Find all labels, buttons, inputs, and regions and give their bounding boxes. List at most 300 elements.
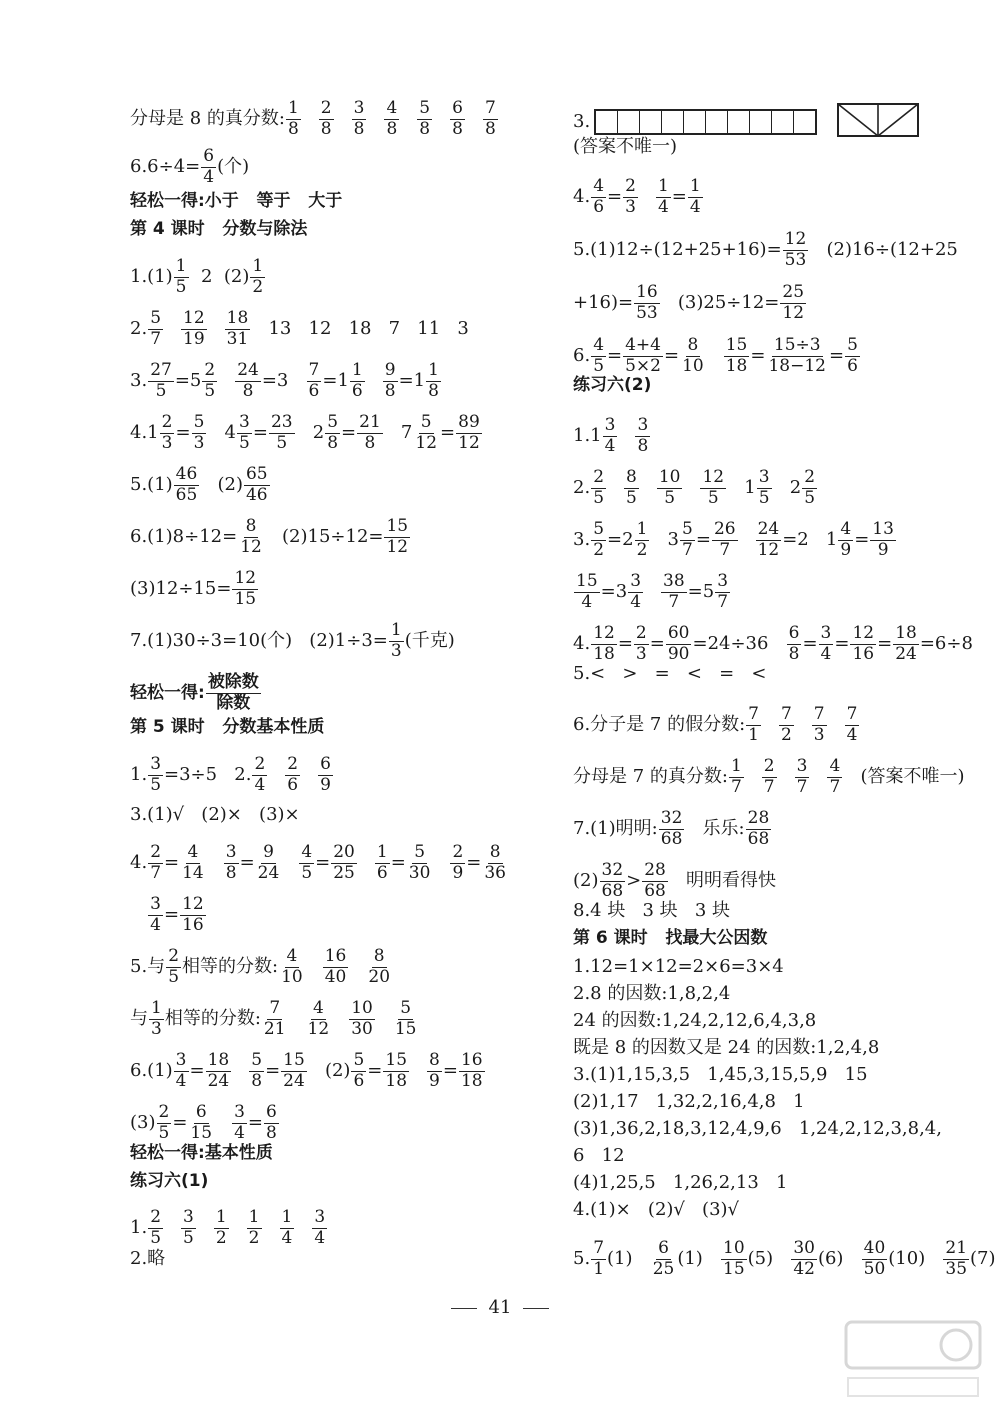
fraction-denominator: 8 bbox=[327, 432, 339, 453]
fraction bbox=[943, 1240, 969, 1279]
fraction bbox=[623, 337, 663, 376]
answer-line bbox=[130, 570, 259, 609]
fraction-numerator: 3 bbox=[637, 415, 649, 435]
answer-line bbox=[130, 756, 334, 795]
fraction-numerator: 18 bbox=[895, 623, 917, 643]
fraction-denominator: 25 bbox=[652, 1258, 675, 1279]
answer-text: 1. bbox=[130, 764, 148, 786]
fraction-numerator: 4 bbox=[829, 756, 841, 776]
fraction-denominator: 9 bbox=[840, 539, 852, 560]
fraction bbox=[721, 1240, 747, 1279]
fraction-numerator: 21 bbox=[359, 412, 381, 432]
answer-text: 1. bbox=[130, 1217, 148, 1239]
fraction-denominator: 5 bbox=[276, 432, 288, 453]
fraction-denominator: 5×2 bbox=[625, 355, 661, 376]
fraction bbox=[783, 231, 809, 270]
fraction-numerator: 25 bbox=[782, 282, 805, 302]
fraction-denominator: 18 bbox=[725, 355, 748, 376]
answer-text: = bbox=[828, 345, 845, 367]
fraction-denominator: 3 bbox=[813, 724, 825, 745]
fraction-numerator: 18 bbox=[207, 1050, 230, 1070]
answer-text: (千克) bbox=[404, 630, 455, 652]
fraction-numerator: 60 bbox=[667, 623, 690, 643]
answer-text: =6÷8 bbox=[919, 633, 973, 655]
fraction-denominator: 9 bbox=[320, 774, 331, 795]
fraction bbox=[383, 1052, 409, 1091]
answer-text: 练习六(1) bbox=[130, 1171, 209, 1191]
answer-text: (2) bbox=[200, 474, 243, 496]
fraction-denominator: 5 bbox=[758, 487, 770, 508]
fraction-denominator: 7 bbox=[763, 776, 775, 797]
fraction-numerator: 7 bbox=[269, 998, 281, 1018]
answer-line bbox=[130, 1250, 165, 1268]
fraction-numerator: 5 bbox=[150, 308, 162, 328]
fraction-numerator: 5 bbox=[419, 98, 431, 118]
fraction-denominator: 8 bbox=[452, 118, 463, 139]
fraction-denominator: 1 bbox=[593, 1258, 605, 1279]
fraction-numerator: 1 bbox=[351, 360, 363, 380]
answer-text: 1.(1) bbox=[130, 266, 173, 288]
answer-text: =2 bbox=[607, 529, 634, 551]
fraction-denominator: 4 bbox=[657, 196, 669, 217]
fraction-denominator: 5 bbox=[150, 774, 162, 795]
fraction bbox=[791, 1240, 817, 1279]
fraction bbox=[456, 414, 482, 453]
fraction bbox=[214, 1209, 229, 1248]
fraction-denominator: 3 bbox=[193, 432, 205, 453]
fraction-denominator: 12 bbox=[458, 432, 480, 453]
fraction-numerator: 2 bbox=[150, 842, 162, 862]
fraction-numerator: 12 bbox=[183, 308, 205, 328]
fraction-numerator: 3 bbox=[353, 98, 365, 118]
answer-text: (2) bbox=[307, 1060, 351, 1082]
fraction bbox=[600, 862, 626, 901]
fraction bbox=[659, 810, 685, 849]
fraction bbox=[746, 810, 772, 849]
fraction-numerator: 6 bbox=[452, 98, 463, 118]
answer-text: = bbox=[189, 1060, 205, 1082]
fraction bbox=[729, 758, 744, 797]
fraction bbox=[389, 622, 404, 661]
fraction bbox=[157, 1104, 172, 1143]
fraction-denominator: 8 bbox=[364, 432, 376, 453]
fraction bbox=[651, 1240, 677, 1279]
answer-text: 第 4 课时 分数与除法 bbox=[130, 219, 308, 239]
answer-text: 乐乐: bbox=[685, 818, 745, 840]
fraction bbox=[160, 414, 175, 453]
fraction-numerator: 2 bbox=[763, 756, 775, 776]
fraction bbox=[757, 469, 772, 508]
fraction-denominator: 46 bbox=[245, 484, 268, 505]
answer-text: = bbox=[854, 529, 870, 551]
fraction-denominator: 1 bbox=[748, 724, 759, 745]
fraction bbox=[262, 1000, 288, 1039]
answer-line bbox=[573, 1066, 868, 1084]
answer-text: =1 bbox=[398, 370, 426, 392]
answer-text: 第 5 课时 分数基本性质 bbox=[130, 717, 325, 737]
fraction-numerator: 2 bbox=[168, 946, 180, 966]
answer-line bbox=[130, 622, 455, 661]
fraction-denominator: 7 bbox=[150, 862, 162, 883]
fraction bbox=[628, 573, 643, 612]
fraction-denominator: 35 bbox=[945, 1258, 968, 1279]
answer-text: = bbox=[247, 1112, 263, 1134]
fraction bbox=[427, 1052, 442, 1091]
fraction-numerator: 24 bbox=[237, 360, 259, 380]
answer-line bbox=[130, 896, 207, 935]
answer-line bbox=[130, 1000, 419, 1039]
fraction bbox=[375, 844, 390, 883]
fraction-numerator: 6 bbox=[788, 623, 800, 643]
fraction-denominator: 8 bbox=[265, 1122, 277, 1143]
fraction bbox=[724, 337, 750, 376]
fraction-numerator: 8 bbox=[429, 1050, 440, 1070]
fraction-numerator: 1 bbox=[175, 256, 187, 276]
answer-line bbox=[130, 466, 271, 505]
fraction bbox=[634, 625, 649, 664]
fraction bbox=[180, 896, 206, 935]
fraction-denominator: 12 bbox=[415, 432, 438, 453]
fraction-numerator: 1 bbox=[689, 176, 701, 196]
page-number-text: 41 bbox=[488, 1297, 512, 1318]
fraction bbox=[591, 469, 606, 508]
fraction-denominator: 68 bbox=[747, 828, 770, 849]
fraction bbox=[845, 706, 860, 745]
fraction bbox=[635, 521, 650, 560]
answer-text: (1) bbox=[607, 1248, 650, 1270]
answer-text: 2 bbox=[295, 422, 325, 444]
answer-line bbox=[130, 948, 393, 987]
answer-text: = bbox=[175, 422, 191, 444]
answer-text: = bbox=[802, 633, 818, 655]
answer-text: = bbox=[834, 633, 850, 655]
fraction bbox=[623, 178, 638, 217]
fraction-numerator: 6 bbox=[658, 1238, 669, 1258]
answer-text: 轻松一得: bbox=[130, 682, 205, 703]
fraction-denominator: 4 bbox=[175, 1070, 187, 1091]
strip-segment bbox=[640, 111, 662, 133]
fraction bbox=[181, 310, 207, 349]
fraction-numerator: 4 bbox=[593, 176, 605, 196]
fraction bbox=[357, 414, 383, 453]
fraction bbox=[635, 417, 650, 456]
fraction-numerator: 12 bbox=[182, 894, 204, 914]
answer-text: = bbox=[466, 852, 482, 874]
fraction bbox=[264, 1104, 279, 1143]
fraction-numerator: 28 bbox=[747, 808, 770, 828]
answer-text: (2)15÷12= bbox=[264, 526, 384, 548]
fraction-numerator: 4 bbox=[593, 335, 605, 355]
answer-line bbox=[573, 231, 958, 270]
fraction-numerator: 2 bbox=[593, 467, 605, 487]
fraction-numerator: 1 bbox=[248, 1207, 260, 1227]
fraction-numerator: 12 bbox=[852, 623, 875, 643]
fraction bbox=[149, 1000, 164, 1039]
fraction bbox=[224, 844, 239, 883]
fraction bbox=[269, 414, 295, 453]
answer-text: 3. bbox=[573, 111, 591, 132]
fraction-numerator: 8 bbox=[626, 467, 637, 487]
fraction bbox=[323, 948, 349, 987]
fraction-numerator: 8 bbox=[245, 516, 257, 536]
fraction-numerator: 6 bbox=[203, 146, 215, 166]
fraction bbox=[188, 1104, 214, 1143]
fraction-numerator: 2 bbox=[804, 467, 816, 487]
answer-text: (3)1,36,2,18,3,12,4,9,6 1,24,2,12,3,8,4, bbox=[573, 1118, 942, 1139]
fraction-denominator: 7 bbox=[829, 776, 841, 797]
fraction bbox=[148, 1209, 163, 1248]
fraction-numerator: 5 bbox=[400, 998, 412, 1018]
answer-text: 相等的分数: bbox=[164, 1008, 261, 1030]
fraction bbox=[417, 100, 432, 139]
fraction bbox=[893, 625, 919, 664]
answer-text: 1 bbox=[727, 477, 756, 499]
answer-text: 1.1 bbox=[573, 425, 602, 447]
fraction-numerator: 1 bbox=[390, 620, 402, 640]
answer-text: 3 bbox=[650, 529, 680, 551]
fraction-numerator: 7 bbox=[780, 704, 792, 724]
answer-text: 6.分子是 7 的假分数: bbox=[573, 714, 746, 736]
answer-text bbox=[130, 906, 147, 924]
fraction-denominator: 36 bbox=[484, 862, 506, 883]
answer-text: (2) bbox=[573, 870, 599, 892]
fraction bbox=[483, 100, 498, 139]
fraction-numerator: 26 bbox=[713, 519, 736, 539]
fraction-denominator: 3 bbox=[151, 1018, 162, 1039]
fraction bbox=[250, 258, 265, 297]
fraction-denominator: 5 bbox=[664, 487, 676, 508]
answer-text: = bbox=[164, 904, 180, 926]
segmented-strip-figure bbox=[594, 109, 817, 135]
answer-text: =24÷36 bbox=[692, 633, 786, 655]
answer-text: = bbox=[265, 1060, 281, 1082]
fraction-denominator: 5 bbox=[707, 487, 719, 508]
fraction-numerator: 3 bbox=[314, 1207, 326, 1227]
fraction-numerator: 6 bbox=[195, 1102, 207, 1122]
answer-text: (7) bbox=[970, 1248, 996, 1270]
fraction bbox=[351, 1052, 366, 1091]
fraction-numerator: 3 bbox=[175, 1050, 187, 1070]
fraction-denominator: 4 bbox=[820, 643, 832, 664]
fraction-denominator: 18 bbox=[593, 643, 615, 664]
answer-text: =3 bbox=[600, 581, 628, 603]
answer-text: 5.(1) bbox=[130, 474, 173, 496]
fraction bbox=[574, 573, 600, 612]
fraction-denominator: 除数 bbox=[216, 692, 251, 713]
fraction bbox=[249, 1052, 264, 1091]
fraction-numerator: 3 bbox=[183, 1207, 194, 1227]
fraction bbox=[307, 362, 322, 401]
fraction bbox=[192, 414, 207, 453]
fraction-numerator: 1 bbox=[636, 519, 648, 539]
fraction-denominator: 8 bbox=[384, 380, 396, 401]
answer-line bbox=[130, 518, 411, 557]
fraction-denominator: 65 bbox=[175, 484, 198, 505]
fraction bbox=[174, 1052, 189, 1091]
fraction-numerator: 2 bbox=[320, 98, 332, 118]
fraction-denominator: 7 bbox=[796, 776, 808, 797]
fraction bbox=[459, 1052, 485, 1091]
answer-line bbox=[573, 469, 818, 508]
answer-text: 7.(1)30÷3=10(个) (2)1÷3= bbox=[130, 630, 388, 652]
fraction bbox=[624, 469, 639, 508]
fraction bbox=[827, 758, 842, 797]
fraction-denominator: 4 bbox=[203, 166, 215, 187]
fraction bbox=[201, 148, 216, 187]
fraction bbox=[325, 414, 340, 453]
fraction-numerator: 32 bbox=[601, 860, 624, 880]
fraction bbox=[319, 100, 334, 139]
fraction bbox=[787, 625, 802, 664]
answer-text: 练习六(2) bbox=[573, 375, 652, 395]
fraction bbox=[661, 573, 687, 612]
fraction-denominator: 30 bbox=[408, 862, 431, 883]
fraction-denominator: 9 bbox=[429, 1070, 440, 1091]
answer-line bbox=[573, 1174, 787, 1192]
page-number bbox=[0, 1297, 1000, 1318]
fraction-numerator: 4 bbox=[312, 998, 324, 1018]
fraction-numerator: 3 bbox=[239, 412, 250, 432]
fraction-denominator: 90 bbox=[667, 643, 690, 664]
answer-line bbox=[573, 1039, 879, 1057]
fraction bbox=[299, 844, 314, 883]
fraction bbox=[148, 756, 163, 795]
fraction-denominator: 6 bbox=[593, 196, 605, 217]
fraction bbox=[281, 1052, 307, 1091]
fraction-denominator: 12 bbox=[386, 536, 409, 557]
answer-line bbox=[130, 310, 469, 349]
answer-text: =3 bbox=[261, 370, 306, 392]
strip-segment bbox=[794, 111, 815, 133]
fraction-numerator: 13 bbox=[872, 519, 894, 539]
fraction bbox=[366, 948, 392, 987]
fraction-numerator: 1 bbox=[151, 998, 162, 1018]
fraction-denominator: 4 bbox=[846, 724, 858, 745]
fraction-denominator: 24 bbox=[207, 1070, 230, 1091]
answer-text: (3)25÷12= bbox=[660, 292, 780, 314]
fraction-numerator: 27 bbox=[150, 360, 172, 380]
fraction bbox=[450, 844, 465, 883]
answer-text: (3)12÷15= bbox=[130, 578, 232, 600]
answer-text: =5 bbox=[174, 370, 202, 392]
fraction bbox=[148, 362, 174, 401]
answer-text: 既是 8 的因数又是 24 的因数:1,2,4,8 bbox=[573, 1037, 880, 1058]
fraction-denominator: 2 bbox=[636, 539, 648, 560]
answer-text: = bbox=[390, 852, 406, 874]
fraction-denominator: 12 bbox=[307, 1018, 330, 1039]
answer-text: (2)1,17 1,32,2,16,4,8 1 bbox=[573, 1091, 805, 1112]
fraction-numerator: 7 bbox=[308, 360, 320, 380]
fraction-denominator: 4 bbox=[254, 774, 266, 795]
fraction-denominator: 14 bbox=[182, 862, 204, 883]
answer-text: (个) bbox=[217, 156, 250, 178]
answer-text: (3) bbox=[130, 1112, 156, 1134]
answer-text: = bbox=[607, 186, 623, 208]
answer-text: (答案不唯一) bbox=[573, 136, 678, 157]
fraction-numerator: 3 bbox=[234, 1102, 245, 1122]
answer-text: 6 12 bbox=[573, 1145, 625, 1166]
fraction-numerator: 7 bbox=[846, 704, 858, 724]
fraction bbox=[802, 469, 817, 508]
fraction-numerator: 5 bbox=[414, 842, 426, 862]
fraction-denominator: 40 bbox=[324, 966, 347, 987]
answer-text: (4)1,25,5 1,26,2,13 1 bbox=[573, 1172, 788, 1193]
answer-text: = bbox=[315, 852, 331, 874]
fraction bbox=[715, 573, 730, 612]
fraction-numerator: 15 bbox=[725, 335, 748, 355]
fraction-denominator: 5 bbox=[593, 355, 605, 376]
fraction-denominator: 31 bbox=[226, 328, 249, 349]
fraction-denominator: 2 bbox=[593, 539, 605, 560]
fraction-denominator: 8 bbox=[419, 118, 431, 139]
answer-text: 明明看得快 bbox=[668, 870, 777, 892]
fraction bbox=[279, 948, 305, 987]
answer-text: 4.1 bbox=[130, 422, 159, 444]
answer-text: 2.8 的因数:1,8,2,4 bbox=[573, 983, 731, 1004]
fraction-denominator: 5 bbox=[804, 487, 816, 508]
fraction bbox=[656, 178, 671, 217]
fraction-denominator: 4 bbox=[150, 914, 161, 935]
fraction-numerator: 4 bbox=[386, 98, 398, 118]
fraction-numerator: 5 bbox=[193, 412, 205, 432]
fraction bbox=[174, 466, 200, 505]
fraction-denominator: 6 bbox=[308, 380, 320, 401]
section-heading bbox=[130, 193, 342, 210]
fraction-denominator: 5 bbox=[150, 1227, 162, 1248]
fraction-numerator: 12 bbox=[593, 623, 615, 643]
fraction-denominator: 3 bbox=[161, 432, 173, 453]
fraction-numerator: 12 bbox=[234, 568, 257, 588]
answer-text: 3.(1)1,15,3,5 1,45,3,15,5,9 15 bbox=[573, 1064, 868, 1085]
fraction-numerator: 6 bbox=[265, 1102, 277, 1122]
strip-segment bbox=[728, 111, 750, 133]
answer-text: = bbox=[607, 345, 623, 367]
fraction-denominator: 3 bbox=[390, 640, 402, 661]
answer-line bbox=[573, 337, 861, 376]
fraction bbox=[148, 896, 163, 935]
fraction-denominator: 68 bbox=[660, 828, 683, 849]
fraction-numerator: 2 bbox=[158, 1102, 170, 1122]
answer-text: 2. bbox=[573, 477, 591, 499]
section-heading bbox=[130, 1145, 273, 1162]
answer-text: = bbox=[671, 186, 687, 208]
answer-text: (10) bbox=[888, 1248, 943, 1270]
answer-text: (5) bbox=[747, 1248, 791, 1270]
answer-text: 4. bbox=[573, 186, 591, 208]
fraction bbox=[591, 1240, 606, 1279]
fraction-denominator: 4 bbox=[281, 1227, 293, 1248]
fraction-numerator: 2 bbox=[452, 842, 464, 862]
answer-text: =1 bbox=[322, 370, 349, 392]
fraction-numerator: 9 bbox=[384, 360, 396, 380]
answer-text: 24 的因数:1,24,2,12,6,4,3,8 bbox=[573, 1010, 817, 1031]
fraction-denominator: 7 bbox=[719, 539, 731, 560]
fraction bbox=[393, 1000, 419, 1039]
fraction bbox=[238, 518, 264, 557]
answer-text: (2)16÷(12+25 bbox=[809, 239, 958, 261]
fraction-denominator: 6 bbox=[351, 380, 363, 401]
fraction bbox=[235, 362, 261, 401]
fraction-numerator: 16 bbox=[460, 1050, 483, 1070]
fraction-numerator: 38 bbox=[663, 571, 685, 591]
strip-segment bbox=[750, 111, 772, 133]
fraction-denominator: 3 bbox=[635, 643, 647, 664]
fraction-denominator: 6 bbox=[353, 1070, 365, 1091]
fraction bbox=[286, 100, 301, 139]
answer-text: 2.略 bbox=[130, 1248, 166, 1269]
answer-line bbox=[130, 1052, 486, 1091]
answer-line bbox=[573, 1120, 942, 1138]
